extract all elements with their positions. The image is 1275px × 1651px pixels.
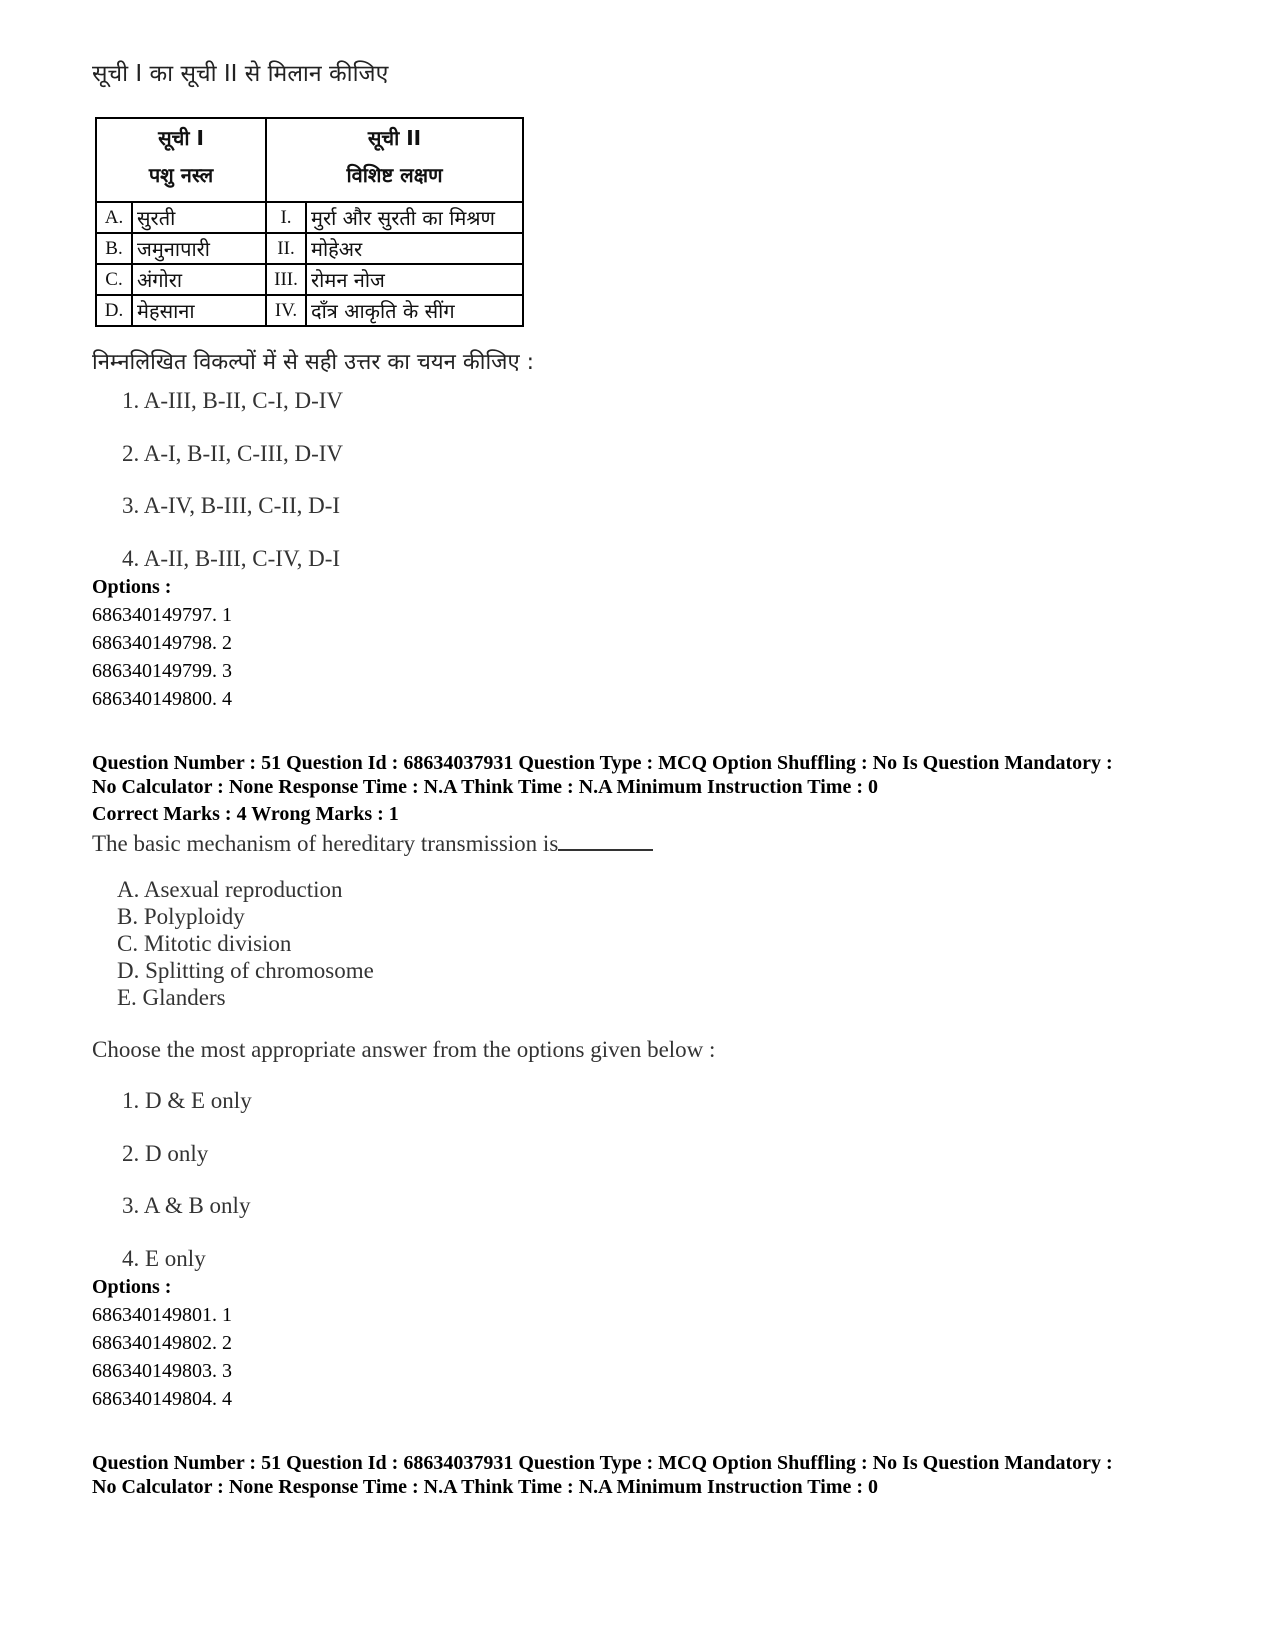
- match-table: [95, 117, 524, 327]
- answer-choice: 3. A-IV, B-III, C-II, D-I: [122, 493, 341, 518]
- option-id: 686340149799. 3: [92, 660, 232, 682]
- trait-cell: मुर्रा और सुरती का मिश्रण: [306, 202, 523, 233]
- question-marks: Correct Marks : 4 Wrong Marks : 1: [92, 803, 399, 825]
- row-label: III.: [266, 264, 306, 295]
- option-id: 686340149803. 3: [92, 1360, 232, 1382]
- answer-choice: 1. D & E only: [122, 1088, 252, 1113]
- statement-item: B. Polyploidy: [117, 904, 245, 929]
- question-meta: [92, 751, 1212, 799]
- table-row: [96, 202, 523, 233]
- question-instruction: निम्नलिखित विकल्पों में से सही उत्तर का चयन कीजिए :: [92, 350, 535, 375]
- breed-cell: जमुनापारी: [132, 233, 266, 264]
- option-id: 686340149802. 2: [92, 1332, 232, 1354]
- statement-item: A. Asexual reproduction: [117, 877, 343, 902]
- question-meta: [92, 1451, 1212, 1499]
- trait-cell: दाँत्र आकृति के सींग: [306, 295, 523, 326]
- option-id: 686340149804. 4: [92, 1388, 232, 1410]
- option-id: 686340149801. 1: [92, 1304, 232, 1326]
- question-meta-line: Question Number : 51 Question Id : 68634037931 Question Type : MCQ Option Shuffling : No Is Question Mandatory :: [92, 1452, 1113, 1474]
- option-id: 686340149798. 2: [92, 632, 232, 654]
- list2-title: सूची II: [367, 126, 422, 150]
- trait-cell: मोहेअर: [306, 233, 523, 264]
- question-meta-line: No Calculator : None Response Time : N.A Think Time : N.A Minimum Instruction Time : 0: [92, 776, 878, 798]
- answer-choice: 1. A-III, B-II, C-I, D-IV: [122, 388, 343, 413]
- breed-cell: सुरती: [132, 202, 266, 233]
- breed-cell: मेहसाना: [132, 295, 266, 326]
- row-label: II.: [266, 233, 306, 264]
- list1-subtitle: पशु नस्ल: [148, 163, 214, 187]
- table-row: [96, 264, 523, 295]
- question-meta-line: Question Number : 51 Question Id : 68634037931 Question Type : MCQ Option Shuffling : No Is Question Mandatory :: [92, 752, 1113, 774]
- table-row: [96, 233, 523, 264]
- answer-blank: [558, 829, 653, 851]
- trait-cell: रोमन नोज: [306, 264, 523, 295]
- breed-cell: अंगोरा: [132, 264, 266, 295]
- list2-subtitle: विशिष्ट लक्षण: [346, 163, 443, 187]
- table-header-row: [96, 118, 523, 202]
- statement-item: E. Glanders: [117, 985, 226, 1010]
- list1-header: [96, 118, 266, 202]
- answer-choice: 4. E only: [122, 1246, 206, 1271]
- question-text: [92, 829, 653, 857]
- statement-item: C. Mitotic division: [117, 931, 292, 956]
- options-label: Options :: [92, 576, 172, 598]
- row-label: C.: [96, 264, 132, 295]
- question-meta-line: No Calculator : None Response Time : N.A Think Time : N.A Minimum Instruction Time : 0: [92, 1476, 878, 1498]
- question-stem: The basic mechanism of hereditary transmission is: [92, 831, 559, 856]
- row-label: B.: [96, 233, 132, 264]
- question-title: सूची I का सूची II से मिलान कीजिए: [92, 61, 389, 87]
- options-label: Options :: [92, 1276, 172, 1298]
- option-id: 686340149800. 4: [92, 688, 232, 710]
- answer-choice: 2. A-I, B-II, C-III, D-IV: [122, 441, 343, 466]
- row-label: D.: [96, 295, 132, 326]
- row-label: I.: [266, 202, 306, 233]
- statement-item: D. Splitting of chromosome: [117, 958, 374, 983]
- table-row: [96, 295, 523, 326]
- question-instruction: Choose the most appropriate answer from the options given below :: [92, 1037, 716, 1062]
- answer-choice: 4. A-II, B-III, C-IV, D-I: [122, 546, 341, 571]
- option-id: 686340149797. 1: [92, 604, 232, 626]
- list2-header: [266, 118, 523, 202]
- row-label: A.: [96, 202, 132, 233]
- list1-title: सूची I: [158, 126, 204, 150]
- answer-choice: 2. D only: [122, 1141, 209, 1166]
- row-label: IV.: [266, 295, 306, 326]
- answer-choice: 3. A & B only: [122, 1193, 251, 1218]
